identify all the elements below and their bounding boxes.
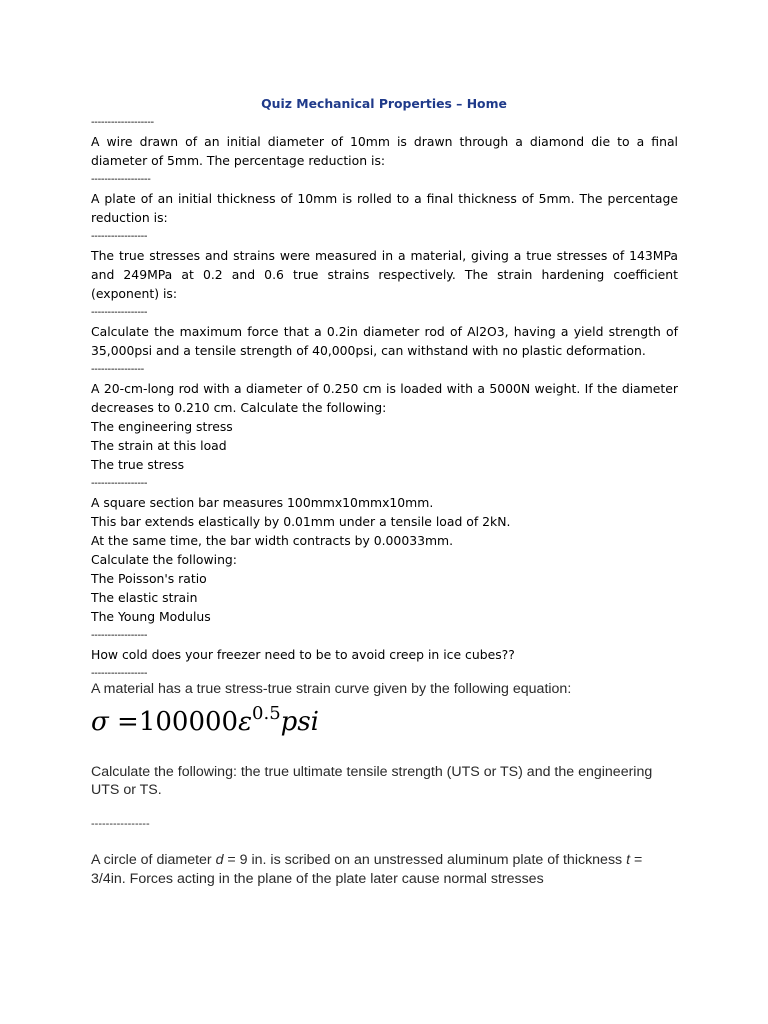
- question-line: This bar extends elastically by 0.01mm under a tensile load of 2kN.: [91, 514, 511, 529]
- question-rod-load: A 20-cm-long rod with a diameter of 0.250 cm is loaded with a 5000N weight. If the diameter decreases to 0.210 cm. Calculate the following:: [91, 381, 678, 415]
- separator: ------------------: [91, 174, 151, 185]
- quiz-title: Quiz Mechanical Properties – Home: [261, 96, 507, 111]
- list-item: The strain at this load: [91, 438, 227, 453]
- question-square-bar: A square section bar measures 100mmx10mmx10mm.: [91, 495, 434, 510]
- question-freezer-creep: How cold does your freezer need to be to avoid creep in ice cubes??: [91, 647, 515, 662]
- eq-epsilon: ε: [238, 707, 253, 737]
- question-line: At the same time, the bar width contracts by 0.00033mm.: [91, 533, 454, 548]
- eq-equals: =: [117, 707, 139, 737]
- eq-sigma: σ: [91, 707, 109, 737]
- eq-coefficient: 100000: [138, 707, 239, 737]
- text-run: = 9 in. is scribed on an unstressed aluminum plate of thickness: [223, 852, 627, 868]
- question-line: Calculate the following:: [91, 552, 237, 567]
- problem-uts-calc: Calculate the following: the true ultimate tensile strength (UTS or TS) and the engineering UTS or TS.: [91, 764, 653, 798]
- text-run: = 3/4in. Forces acting in the plane of the plate later cause normal stresses: [91, 852, 643, 887]
- text-run: A circle of diameter: [91, 852, 216, 868]
- stress-strain-equation: [91, 703, 319, 737]
- problem-stress-strain-intro: A material has a true stress-true strain curve given by the following equation:: [91, 681, 572, 697]
- list-item: The true stress: [91, 457, 185, 472]
- separator: -----------------: [91, 668, 148, 679]
- question-wire-drawing: A wire drawn of an initial diameter of 10mm is drawn through a diamond die to a final diameter of 5mm. The percentage reduction is:: [91, 134, 678, 168]
- eq-unit: psi: [280, 707, 319, 737]
- question-max-force: Calculate the maximum force that a 0.2in diameter rod of Al2O3, having a yield strength of 35,000psi and a tensile strength of 40,000psi, can withstand with no plastic deformation.: [91, 324, 678, 358]
- list-item: The Poisson's ratio: [91, 571, 207, 586]
- separator: -----------------: [91, 478, 148, 489]
- list-item: The Young Modulus: [91, 609, 211, 624]
- var-d: d: [215, 852, 224, 868]
- quiz-questions: [91, 113, 678, 683]
- list-item: The engineering stress: [91, 419, 233, 434]
- problem-circle-plate: [91, 851, 678, 889]
- separator: -------------------: [91, 117, 154, 128]
- list-item: The elastic strain: [91, 590, 198, 605]
- question-plate-rolling: A plate of an initial thickness of 10mm is rolled to a final thickness of 5mm. The percentage reduction is:: [91, 191, 678, 225]
- var-t: t: [626, 852, 631, 868]
- eq-exponent: 0.5: [252, 703, 281, 724]
- separator: ----------------: [91, 364, 144, 375]
- separator: -----------------: [91, 630, 148, 641]
- question-strain-hardening: The true stresses and strains were measured in a material, giving a true stresses of 143MPa and 249MPa at 0.2 and 0.6 true strains respectively. The strain hardening coefficient (exponent) is:: [91, 248, 678, 301]
- separator: -----------------: [91, 307, 148, 318]
- separator: ----------------: [91, 818, 150, 830]
- separator: -----------------: [91, 231, 148, 242]
